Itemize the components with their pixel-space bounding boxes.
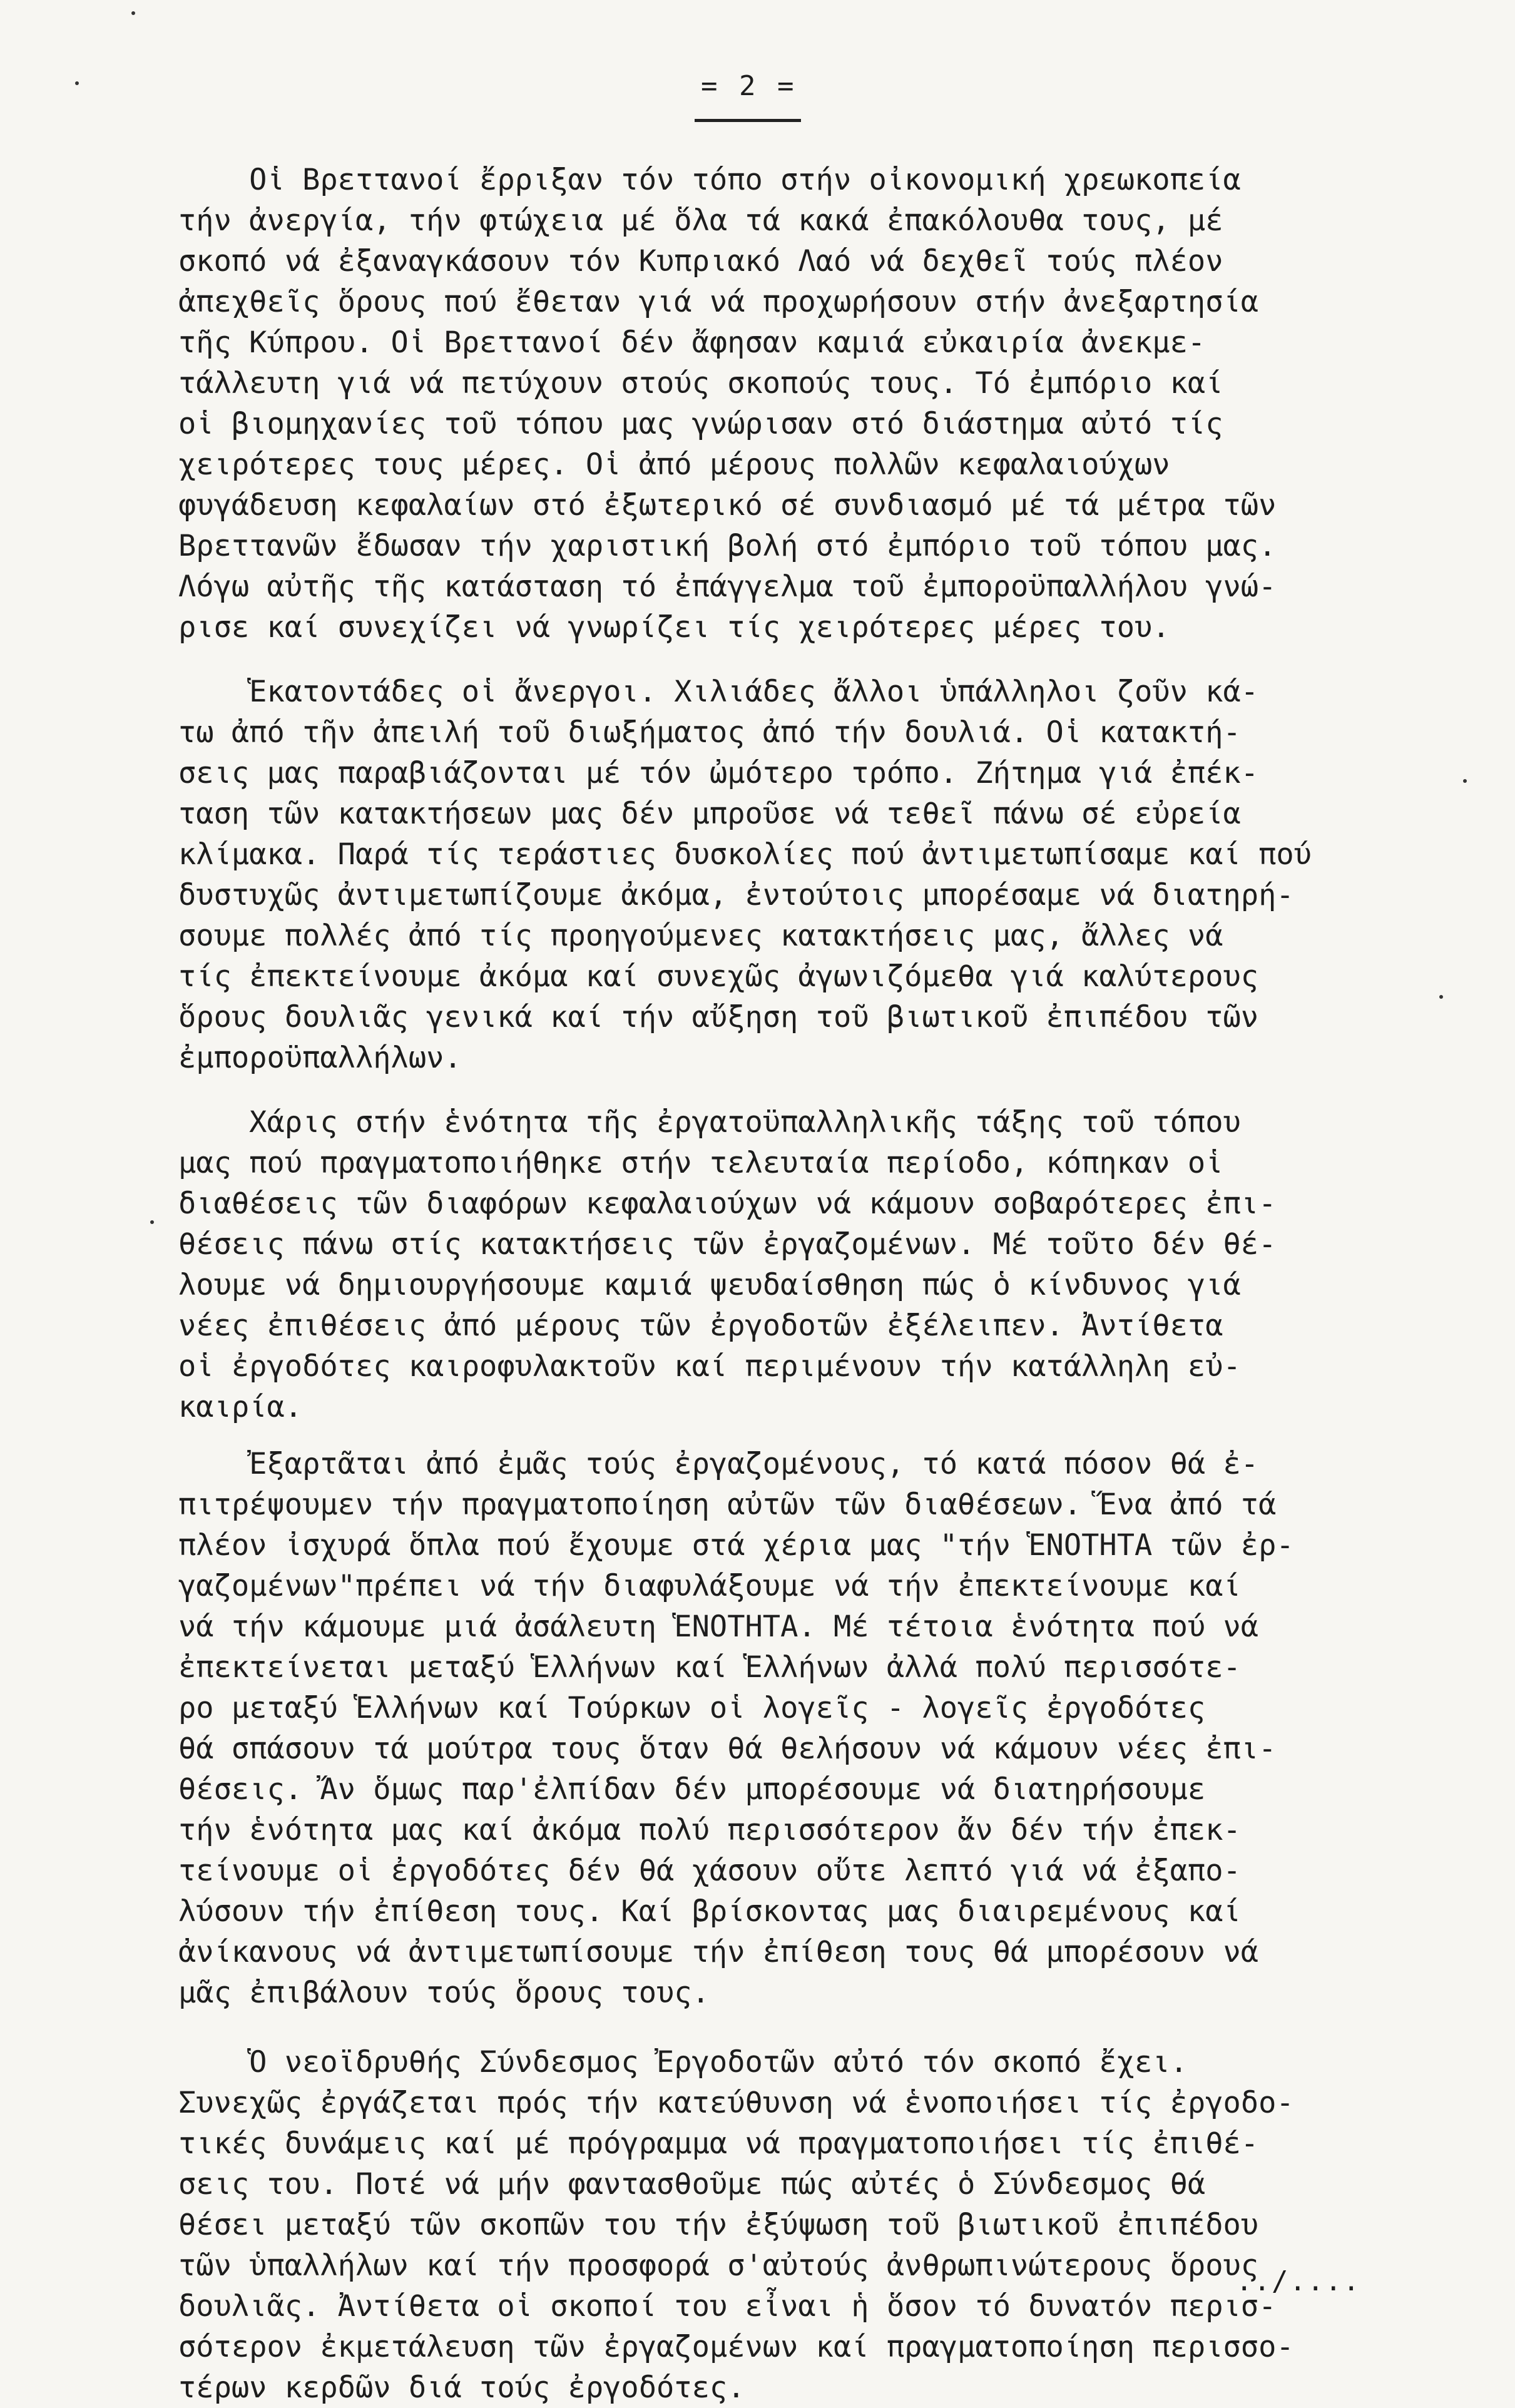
text-line: λουμε νά δημιουργήσουμε καμιά ψευδαίσθηση πώς ὁ κίνδυνος γιά	[178, 1268, 1241, 1302]
text-line: διαθέσεις τῶν διαφόρων κεφαλαιούχων νά κάμουν σοβαρότερες ἐπι-	[178, 1186, 1277, 1221]
text-line: Ἐξαρτᾶται ἀπό ἐμᾶς τούς ἐργαζομένους, τό κατά πόσον θά ἐ-	[178, 1447, 1259, 1481]
text-line: Λόγω αὐτῆς τῆς κατάσταση τό ἐπάγγελμα τοῦ ἐμποροϋπαλλήλου γνώ-	[178, 569, 1277, 604]
text-line: θέσει μεταξύ τῶν σκοπῶν του τήν ἐξύψωση τοῦ βιωτικοῦ ἐπιπέδου	[178, 2208, 1259, 2242]
text-line: τῆς Κύπρου. Οἱ Βρεττανοί δέν ἄφησαν καμιά εὐκαιρία ἀνεκμε-	[178, 325, 1206, 360]
text-line: ἐμποροϋπαλλήλων.	[178, 1041, 462, 1075]
text-line: οἱ ἐργοδότες καιροφυλακτοῦν καί περιμένουν τήν κατάλληλη εὐ-	[178, 1349, 1241, 1384]
paragraph-2	[178, 671, 1424, 1078]
text-line: λύσουν τήν ἐπίθεση τους. Καί βρίσκοντας μας διαιρεμένους καί	[178, 1894, 1241, 1929]
text-line: τικές δυνάμεις καί μέ πρόγραμμα νά πραγματοποιήσει τίς ἐπιθέ-	[178, 2126, 1259, 2161]
text-line: ἐπεκτείνεται μεταξύ Ἑλλήνων καί Ἑλλήνων ἀλλά πολύ περισσότε-	[178, 1650, 1241, 1685]
text-line: ἀνίκανους νά ἀντιμετωπίσουμε τήν ἐπίθεση τους θά μπορέσουν νά	[178, 1935, 1259, 1969]
document-body	[178, 160, 1424, 2408]
text-line: Συνεχῶς ἐργάζεται πρός τήν κατεύθυνση νά ἑνοποιήσει τίς ἐργοδο-	[178, 2086, 1294, 2120]
text-line: Ὁ νεοϊδρυθής Σύνδεσμος Ἐργοδοτῶν αὐτό τόν σκοπό ἔχει.	[178, 2045, 1188, 2079]
text-line: τάλλευτη γιά νά πετύχουν στούς σκοπούς τους. Τό ἐμπόριο καί	[178, 366, 1223, 400]
text-line: οἱ βιομηχανίες τοῦ τόπου μας γνώρισαν στό διάστημα αὐτό τίς	[178, 407, 1223, 441]
text-line: τῶν ὑπαλλήλων καί τήν προσφορά σ'αὐτούς ἀνθρωπινώτερους ὅρους	[178, 2248, 1259, 2283]
text-line: τίς ἐπεκτείνουμε ἀκόμα καί συνεχῶς ἀγωνιζόμεθα γιά καλύτερους	[178, 959, 1259, 994]
text-line: μας πού πραγματοποιήθηκε στήν τελευταία περίοδο, κόπηκαν οἱ	[178, 1146, 1223, 1180]
text-line: σκοπό νά ἐξαναγκάσουν τόν Κυπριακό Λαό νά δεχθεῖ τούς πλέον	[178, 244, 1223, 278]
ink-speck	[75, 81, 79, 85]
text-line: νά τήν κάμουμε μιά ἀσάλευτη ἙΝΟΤΗΤΑ. Μέ τέτοια ἑνότητα πού νά	[178, 1610, 1259, 1644]
text-line: κλίμακα. Παρά τίς τεράστιες δυσκολίες πού ἀντιμετωπίσαμε καί πού	[178, 837, 1312, 872]
text-line: νέες ἐπιθέσεις ἀπό μέρους τῶν ἐργοδοτῶν ἐξέλειπεν. Ἀντίθετα	[178, 1309, 1223, 1343]
text-line: ταση τῶν κατακτήσεων μας δέν μπροῦσε νά τεθεῖ πάνω σέ εὐρεία	[178, 797, 1241, 831]
text-line: χειρότερες τους μέρες. Οἱ ἀπό μέρους πολλῶν κεφαλαιούχων	[178, 447, 1170, 482]
paragraph-4	[178, 1444, 1424, 2013]
text-line: τήν ἑνότητα μας καί ἀκόμα πολύ περισσότερον ἄν δέν τήν ἐπεκ-	[178, 1813, 1241, 1847]
paragraph-5	[178, 2042, 1424, 2408]
text-line: τήν ἀνεργία, τήν φτώχεια μέ ὅλα τά κακά ἐπακόλουθα τους, μέ	[178, 203, 1223, 238]
text-line: θά σπάσουν τά μούτρα τους ὅταν θά θελήσουν νά κάμουν νέες ἐπι-	[178, 1732, 1277, 1766]
page-number: = 2 =	[701, 70, 797, 102]
page-number-underline	[695, 119, 801, 122]
text-line: σεις μας παραβιάζονται μέ τόν ὠμότερο τρόπο. Ζήτημα γιά ἐπέκ-	[178, 756, 1259, 790]
continuation-mark: ../....	[1236, 2265, 1361, 2297]
ink-speck	[131, 11, 135, 15]
text-line: καιρία.	[178, 1390, 303, 1424]
text-line: σουμε πολλές ἀπό τίς προηγούμενες κατακτήσεις μας, ἄλλες νά	[178, 919, 1223, 953]
text-line: μᾶς ἐπιβάλουν τούς ὅρους τους.	[178, 1976, 710, 2010]
ink-speck	[1439, 995, 1443, 999]
ink-speck	[150, 1220, 154, 1224]
text-line: δυστυχῶς ἀντιμετωπίζουμε ἀκόμα, ἐντούτοις μπορέσαμε νά διατηρή-	[178, 878, 1294, 912]
text-line: ρισε καί συνεχίζει νά γνωρίζει τίς χειρότερες μέρες του.	[178, 610, 1170, 645]
paragraph-1	[178, 160, 1424, 648]
text-line: ὅρους δουλιᾶς γενικά καί τήν αὔξηση τοῦ βιωτικοῦ ἐπιπέδου τῶν	[178, 1000, 1259, 1034]
ink-speck	[1463, 779, 1467, 783]
text-line: Οἱ Βρεττανοί ἔρριξαν τόν τόπο στήν οἰκονομική χρεωκοπεία	[178, 163, 1241, 197]
paragraph-3	[178, 1102, 1424, 1427]
text-line: γαζομένων"πρέπει νά τήν διαφυλάξουμε νά τήν ἐπεκτείνουμε καί	[178, 1569, 1241, 1603]
text-line: σότερον ἐκμετάλευση τῶν ἐργαζομένων καί πραγματοποίηση περισσο-	[178, 2330, 1294, 2364]
text-line: Βρεττανῶν ἔδωσαν τήν χαριστική βολή στό ἐμπόριο τοῦ τόπου μας.	[178, 529, 1277, 563]
text-line: πλέον ἰσχυρά ὅπλα πού ἔχουμε στά χέρια μας "τήν ἙΝΟΤΗΤΑ τῶν ἐρ-	[178, 1528, 1294, 1563]
text-line: ἀπεχθεῖς ὅρους πού ἔθεταν γιά νά προχωρήσουν στήν ἀνεξαρτησία	[178, 285, 1259, 319]
text-line: τέρων κερδῶν διά τούς ἐργοδότες.	[178, 2370, 745, 2405]
text-line: σεις του. Ποτέ νά μήν φαντασθοῦμε πώς αὐτές ὁ Σύνδεσμος θά	[178, 2167, 1206, 2201]
text-line: Χάρις στήν ἑνότητα τῆς ἐργατοϋπαλληλικῆς τάξης τοῦ τόπου	[178, 1105, 1241, 1140]
text-line: τω ἀπό τῆν ἀπειλή τοῦ διωξήματος ἀπό τήν δουλιά. Οἱ κατακτή-	[178, 715, 1241, 750]
text-line: ρο μεταξύ Ἑλλήνων καί Τούρκων οἱ λογεῖς - λογεῖς ἐργοδότες	[178, 1691, 1206, 1725]
text-line: πιτρέψουμεν τήν πραγματοποίηση αὐτῶν τῶν διαθέσεων. Ἕνα ἀπό τά	[178, 1487, 1277, 1522]
text-line: φυγάδευση κεφαλαίων στό ἐξωτερικό σέ συνδιασμό μέ τά μέτρα τῶν	[178, 488, 1277, 523]
text-line: τείνουμε οἱ ἐργοδότες δέν θά χάσουν οὔτε λεπτό γιά νά ἐξαπο-	[178, 1854, 1241, 1888]
text-line: θέσεις πάνω στίς κατακτήσεις τῶν ἐργαζομένων. Μέ τοῦτο δέν θέ-	[178, 1227, 1277, 1262]
text-line: δουλιᾶς. Ἀντίθετα οἱ σκοποί του εἶναι ἡ ὅσον τό δυνατόν περισ-	[178, 2289, 1277, 2324]
text-line: θέσεις. Ἄν ὅμως παρ'ἐλπίδαν δέν μπορέσουμε νά διατηρήσουμε	[178, 1772, 1206, 1807]
text-line: Ἑκατοντάδες οἱ ἄνεργοι. Χιλιάδες ἄλλοι ὑπάλληλοι ζοῦν κά-	[178, 675, 1259, 709]
